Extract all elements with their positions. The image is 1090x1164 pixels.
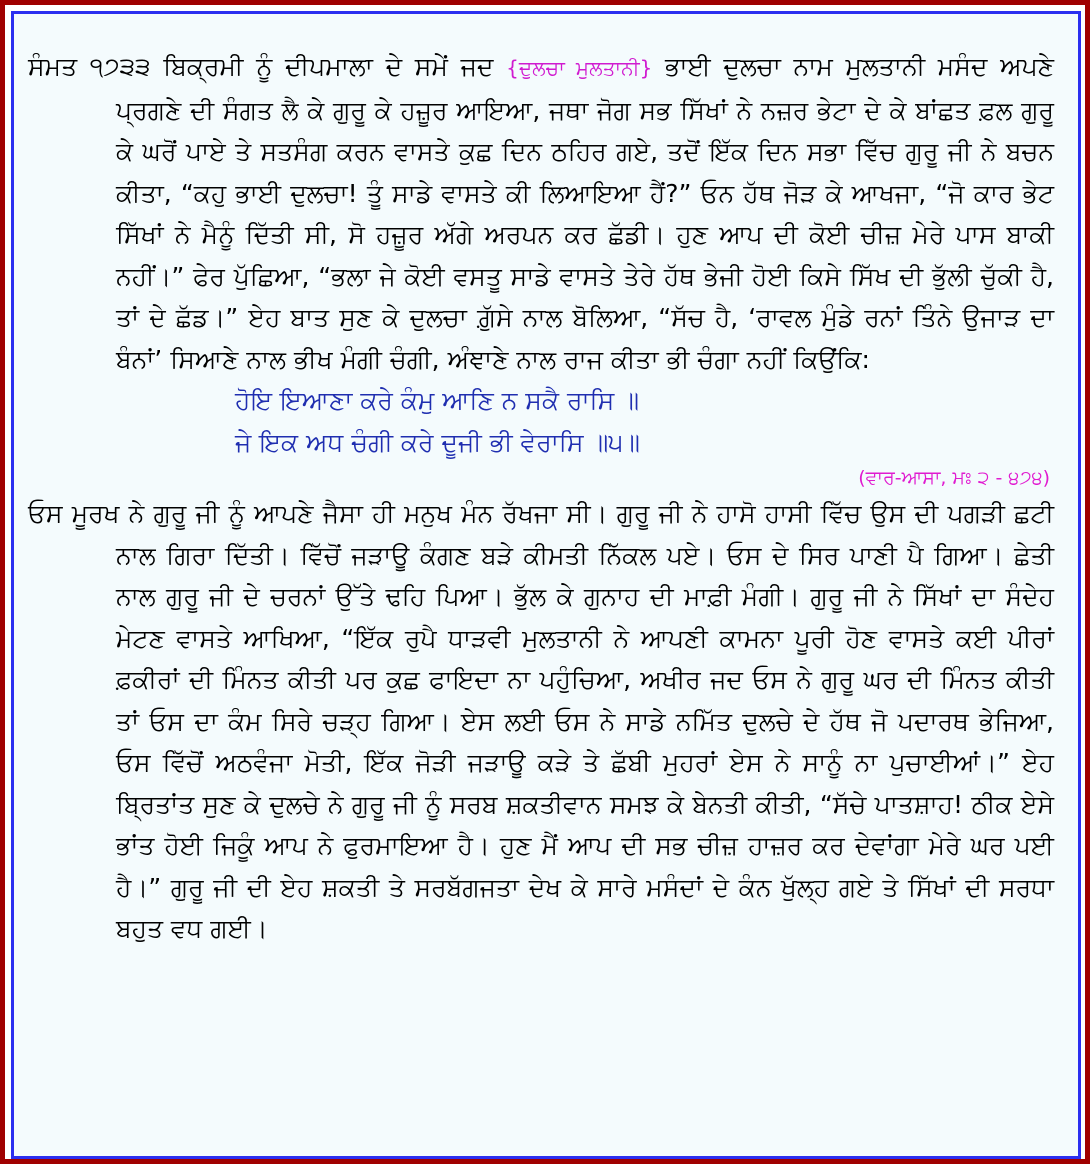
verse-line-2: ਜੇ ਇਕ ਅਧ ਚੰਗੀ ਕਰੇ ਦੂਜੀ ਭੀ ਵੇਰਾਸਿ ॥੫॥ bbox=[235, 427, 640, 457]
inline-note: {ਦੁਲਚਾ ਮੁਲਤਾਨੀ} bbox=[506, 56, 653, 80]
content-box bbox=[11, 11, 1081, 1159]
paragraph-1 bbox=[28, 46, 1054, 380]
paragraph-1-lead: ਸੰਮਤ ੧੭੩੩ ਬਿਕ੍ਰਮੀ ਨੂੰ ਦੀਪਮਾਲਾ ਦੇ ਸਮੇਂ ਜਦ bbox=[28, 52, 507, 81]
verse-line-1: ਹੋਇ ਇਆਣਾ ਕਰੇ ਕੰਮੁ ਆਣਿ ਨ ਸਕੈ ਰਾਸਿ ॥ bbox=[235, 386, 640, 415]
paragraph-2: ਓਸ ਮੂਰਖ ਨੇ ਗੁਰੂ ਜੀ ਨੂੰ ਆਪਣੇ ਜੈਸਾ ਹੀ ਮਨੁਖ ਮੰਨ ਰੱਖਜਾ ਸੀ। ਗੁਰੂ ਜੀ ਨੇ ਹਾਸੋ ਹਾਸੀ ਵਿੱਚ ਉਸ ਦੀ ਪਗੜੀ ਛਟੀ ਨਾਲ ਗਿਰਾ ਦਿੱਤੀ। ਵਿੱਚੋਂ ਜੜਾਊ ਕੰਗਣ ਬੜੇ ਕੀਮਤੀ ਨਿੱਕਲ ਪਏ। ਓਸ ਦੇ ਸਿਰ ਪਾਣੀ ਪੈ ਗਿਆ। ਛੇਤੀ ਨਾਲ ਗੁਰੂ ਜੀ ਦੇ ਚਰਨਾਂ ਉੱਤੇ ਢਹਿ ਪਿਆ। ਭੁੱਲ ਕੇ ਗੁਨਾਹ ਦੀ ਮਾਫ਼ੀ ਮੰਗੀ। ਗੁਰੂ ਜੀ ਨੇ ਸਿੱਖਾਂ ਦਾ ਸੰਦੇਹ ਮੇਟਣ ਵਾਸਤੇ ਆਖਿਆ, “ਇੱਕ ਰੁਪੈ ਧਾੜਵੀ ਮੁਲਤਾਨੀ ਨੇ ਆਪਣੀ ਕਾਮਨਾ ਪੂਰੀ ਹੋਣ ਵਾਸਤੇ ਕਈ ਪੀਰਾਂ ਫ਼ਕੀਰਾਂ ਦੀ ਮਿੰਨਤ ਕੀਤੀ ਪਰ ਕੁਛ ਫਾਇਦਾ ਨਾ ਪਹੁੰਚਿਆ, ਅਖੀਰ ਜਦ ਓਸ ਨੇ ਗੁਰੂ ਘਰ ਦੀ ਮਿੰਨਤ ਕੀਤੀ ਤਾਂ ਓਸ ਦਾ ਕੰਮ ਸਿਰੇ ਚੜ੍ਹ ਗਿਆ। ਏਸ ਲਈ ਓਸ ਨੇ ਸਾਡੇ ਨਮਿੱਤ ਦੁਲਚੇ ਦੇ ਹੱਥ ਜੋ ਪਦਾਰਥ ਭੇਜਿਆ, ਓਸ ਵਿੱਚੋਂ ਅਠਵੰਜਾ ਮੋਤੀ, ਇੱਕ ਜੋੜੀ ਜੜਾਊ ਕੜੇ ਤੇ ਛੱਬੀ ਮੁਹਰਾਂ ਏਸ ਨੇ ਸਾਨੂੰ ਨਾ ਪੁਚਾਈਆਂ।” ਏਹ ਬ੍ਰਿਤਾਂਤ ਸੁਣ ਕੇ ਦੁਲਚੇ ਨੇ ਗੁਰੂ ਜੀ ਨੂੰ ਸਰਬ ਸ਼ਕਤੀਵਾਨ ਸਮਝ ਕੇ ਬੇਨਤੀ ਕੀਤੀ, “ਸੱਚੇ ਪਾਤਸ਼ਾਹ! ਠੀਕ ਏਸੇ ਭਾਂਤ ਹੋਈ ਜਿਕੂੰ ਆਪ ਨੇ ਫੁਰਮਾਇਆ ਹੈ। ਹੁਣ ਮੈਂ ਆਪ ਦੀ ਸਭ ਚੀਜ਼ ਹਾਜ਼ਰ ਕਰ ਦੇਵਾਂਗਾ ਮੇਰੇ ਘਰ ਪਈ ਹੈ।” ਗੁਰੂ ਜੀ ਦੀ ਏਹ ਸ਼ਕਤੀ ਤੇ ਸਰਬੱਗਜਤਾ ਦੇਖ ਕੇ ਸਾਰੇ ਮਸੰਦਾਂ ਦੇ ਕੰਨ ਖੁੱਲ੍ਹ ਗਏ ਤੇ ਸਿੱਖਾਂ ਦੀ ਸਰਧਾ ਬਹੁਤ ਵਧ ਗਈ। bbox=[28, 499, 1054, 943]
paragraph-1-body: ਭਾਈ ਦੁਲਚਾ ਨਾਮ ਮੁਲਤਾਨੀ ਮਸੰਦ ਅਪਣੇ ਪ੍ਰਗਣੇ ਦੀ ਸੰਗਤ ਲੈ ਕੇ ਗੁਰੂ ਕੇ ਹਜ਼ੂਰ ਆਇਆ, ਜਥਾ ਜੋਗ ਸਭ ਸਿੱਖਾਂ ਨੇ ਨਜ਼ਰ ਭੇਟਾ ਦੇ ਕੇ ਬਾਂਛਤ ਫ਼ਲ ਗੁਰੂ ਕੇ ਘਰੋਂ ਪਾਏ ਤੇ ਸਤਸੰਗ ਕਰਨ ਵਾਸਤੇ ਕੁਛ ਦਿਨ ਠਹਿਰ ਗਏ, ਤਦੋਂ ਇੱਕ ਦਿਨ ਸਭਾ ਵਿੱਚ ਗੁਰੂ ਜੀ ਨੇ ਬਚਨ ਕੀਤਾ, “ਕਹੁ ਭਾਈ ਦੁਲਚਾ! ਤੂੰ ਸਾਡੇ ਵਾਸਤੇ ਕੀ ਲਿਆਇਆ ਹੈਂ?” ਓਨ ਹੱਥ ਜੋੜ ਕੇ ਆਖਜਾ, “ਜੋ ਕਾਰ ਭੇਟ ਸਿੱਖਾਂ ਨੇ ਮੈਨੂੰ ਦਿੱਤੀ ਸੀ, ਸੋ ਹਜ਼ੂਰ ਅੱਗੇ ਅਰਪਨ ਕਰ ਛੱਡੀ। ਹੁਣ ਆਪ ਦੀ ਕੋਈ ਚੀਜ਼ ਮੇਰੇ ਪਾਸ ਬਾਕੀ ਨਹੀਂ।” ਫੇਰ ਪੁੱਛਿਆ, “ਭਲਾ ਜੇ ਕੋਈ ਵਸਤੂ ਸਾਡੇ ਵਾਸਤੇ ਤੇਰੇ ਹੱਥ ਭੇਜੀ ਹੋਈ ਕਿਸੇ ਸਿੱਖ ਦੀ ਭੁੱਲੀ ਚੁੱਕੀ ਹੈ, ਤਾਂ ਦੇ ਛੱਡ।” ਏਹ ਬਾਤ ਸੁਣ ਕੇ ਦੁਲਚਾ ਗ਼ੁੱਸੇ ਨਾਲ ਬੋਲਿਆ, “ਸੱਚ ਹੈ, ‘ਰਾਵਲ ਮੁੰਡੇ ਰਨਾਂ ਤਿੰਨੇ ਉਜਾੜ ਦਾ ਬੰਨਾਂ’ ਸਿਆਣੇ ਨਾਲ ਭੀਖ ਮੰਗੀ ਚੰਗੀ, ਅੰਞਾਣੇ ਨਾਲ ਰਾਜ ਕੀਤਾ ਭੀ ਚੰਗਾ ਨਹੀਂ ਕਿਉਂਕਿ: bbox=[116, 52, 1055, 374]
verse-citation: (ਵਾਰ-ਆਸਾ, ਮਃ ੨ - ੪੭੪) bbox=[858, 467, 1050, 489]
